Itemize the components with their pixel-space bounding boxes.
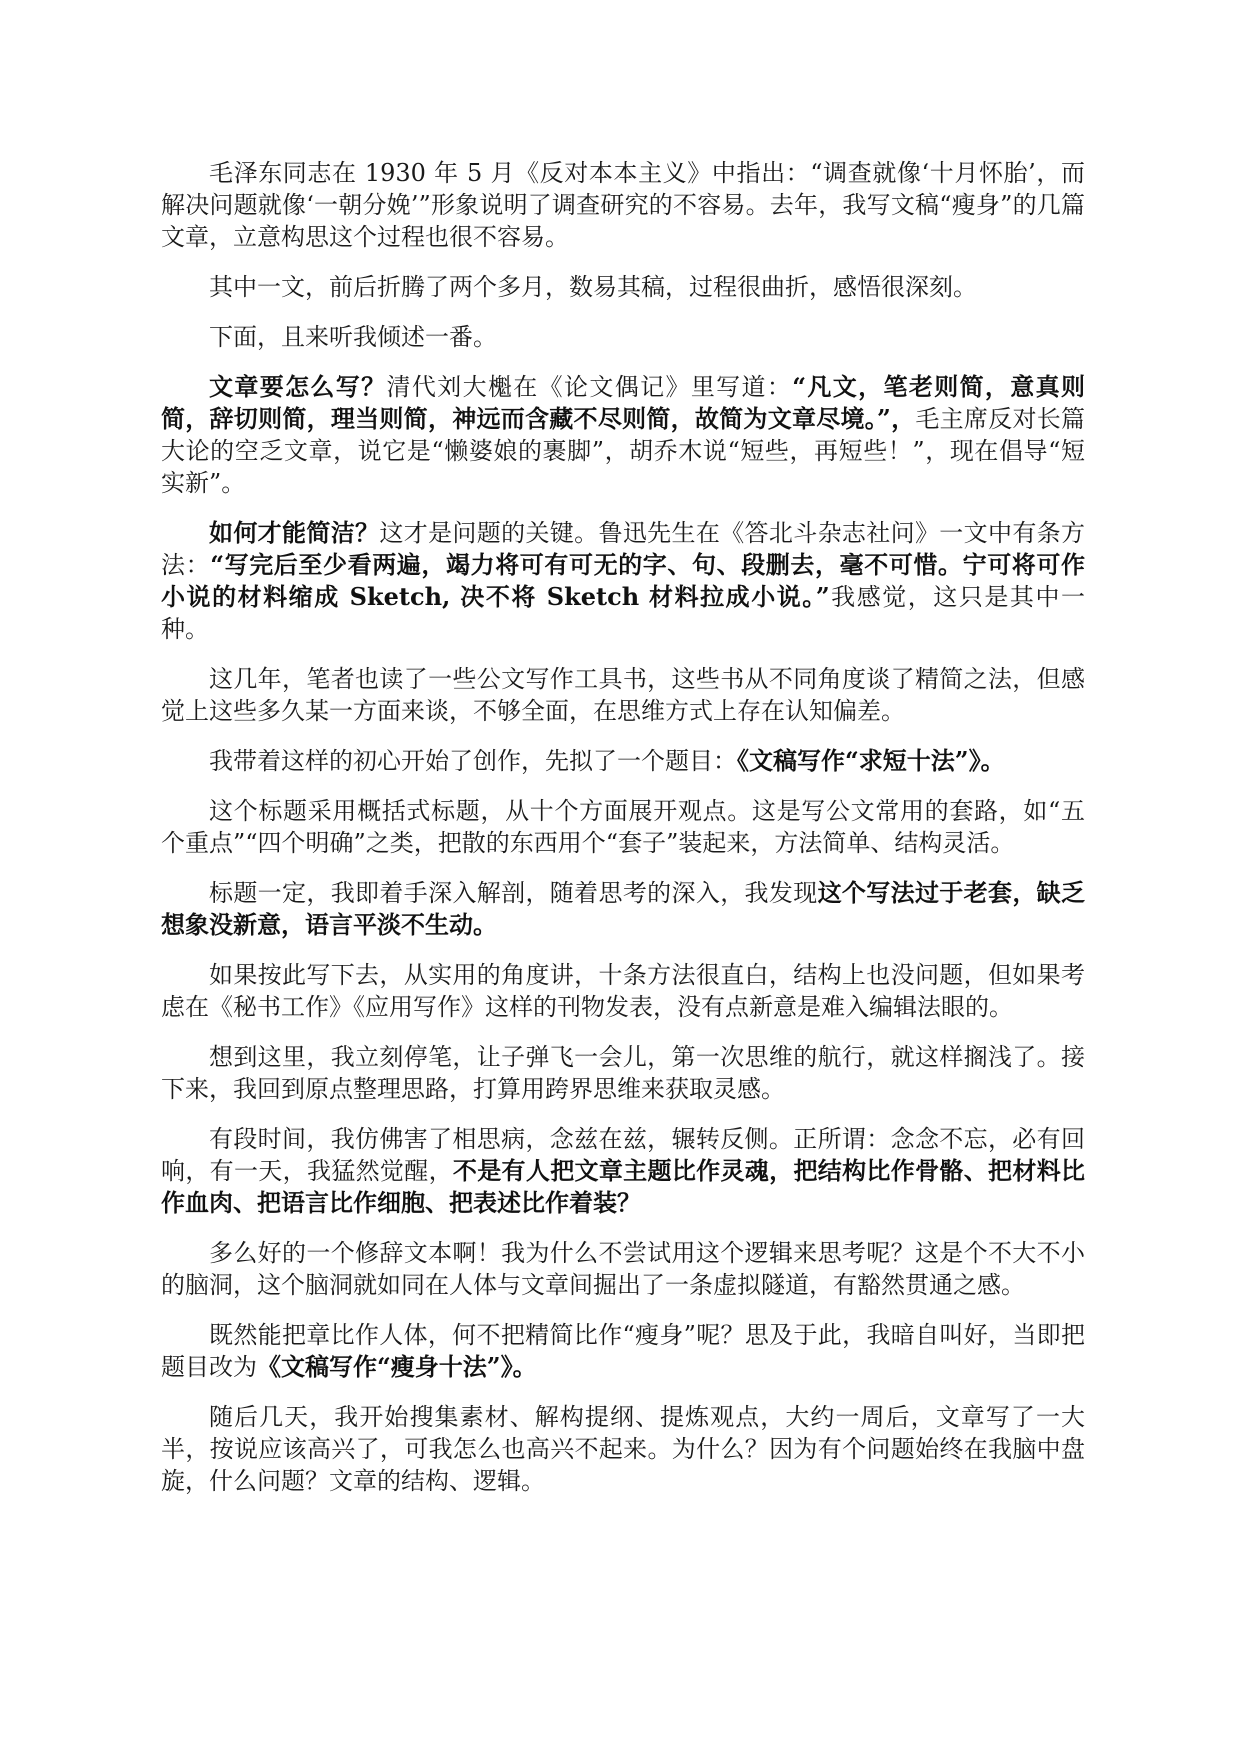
paragraph-text: 有段时间，我仿佛害了相思病，念兹在兹，辗转反侧。正所谓：念念不忘，必有回响，有一天，我猛然觉醒， <box>161 1125 1085 1185</box>
bold-question: 如何才能简洁？ <box>209 518 380 547</box>
paragraph-text: 如果按此写下去，从实用的角度讲，十条方法很直白，结构上也没问题，但如果考虑在《秘书工作》《应用写作》这样的刊物发表，没有点新意是难入编辑法眼的。 <box>161 961 1085 1021</box>
paragraph-text: 这个标题采用概括式标题，从十个方面展开观点。这是写公文常用的套路，如“五个重点”“四个明确”之类，把散的东西用个“套子”装起来，方法简单、结构灵活。 <box>161 797 1085 857</box>
paragraph <box>161 1237 1085 1301</box>
paragraph-text: 下面，且来听我倾述一番。 <box>209 323 497 351</box>
bold-title: 《文稿写作“瘦身十法”》。 <box>257 1352 537 1381</box>
paragraph <box>161 877 1085 941</box>
paragraph <box>161 1041 1085 1105</box>
paragraph-text: 毛泽东同志在 1930 年 5 月《反对本本主义》中指出：“调查就像‘十月怀胎’，而解决问题就像‘一朝分娩’”形象说明了调查研究的不容易。去年，我写文稿“瘦身”的几篇文章，立意构思这个过程也很不容易。 <box>161 159 1085 251</box>
paragraph-text: 其中一文，前后折腾了两个多月，数易其稿，过程很曲折，感悟很深刻。 <box>209 273 977 301</box>
paragraph <box>161 517 1085 645</box>
bold-emphasis: 不是有人把文章主题比作灵魂，把结构比作骨骼、把材料比作血肉、把语言比作细胞、把表述比作着装？ <box>161 1156 1086 1217</box>
paragraph-text: 毛主席反对长篇大论的空乏文章，说它是“懒婆娘的裹脚”，胡乔木说“短些，再短些！”，现在倡导“短实新”。 <box>161 405 1085 497</box>
paragraph <box>161 795 1085 859</box>
paragraph-text: 标题一定，我即着手深入解剖，随着思考的深入，我发现 <box>209 879 818 907</box>
paragraph <box>161 663 1085 727</box>
document-page <box>161 157 1085 1515</box>
paragraph-text: 清代刘大櫆在《论文偶记》里写道： <box>386 373 793 401</box>
paragraph-text: 这才是问题的关键。鲁迅先生在《答北斗杂志社问》一文中有条方法： <box>161 519 1086 579</box>
paragraph <box>161 371 1085 499</box>
paragraph <box>161 157 1085 253</box>
paragraph <box>161 959 1085 1023</box>
paragraph-text: 我带着这样的初心开始了创作，先拟了一个题目： <box>209 747 737 775</box>
paragraph-text: 这几年，笔者也读了一些公文写作工具书，这些书从不同角度谈了精简之法，但感觉上这些多久某一方面来谈，不够全面，在思维方式上存在认知偏差。 <box>161 665 1085 725</box>
paragraph-text: 随后几天，我开始搜集素材、解构提纲、提炼观点，大约一周后，文章写了一大半，按说应该高兴了，可我怎么也高兴不起来。为什么？因为有个问题始终在我脑中盘旋，什么问题？文章的结构、逻辑。 <box>161 1403 1085 1495</box>
bold-emphasis: 这个写法过于老套，缺乏想象没新意，语言平淡不生动。 <box>161 878 1086 939</box>
paragraph-text: 多么好的一个修辞文本啊！我为什么不尝试用这个逻辑来思考呢？这是个不大不小的脑洞，这个脑洞就如同在人体与文章间掘出了一条虚拟隧道，有豁然贯通之感。 <box>161 1239 1085 1299</box>
paragraph <box>161 745 1085 777</box>
bold-title: 《文稿写作“求短十法”》。 <box>737 746 1005 775</box>
paragraph <box>161 1123 1085 1219</box>
paragraph <box>161 321 1085 353</box>
paragraph <box>161 1401 1085 1497</box>
bold-question: 文章要怎么写？ <box>209 372 387 401</box>
bold-quote: “写完后至少看两遍，竭力将可有可无的字、句、段删去，毫不可惜。宁可将可作小说的材料缩成 Sketch, 决不将 Sketch 材料拉成小说。” <box>161 550 1085 611</box>
paragraph-text: 我感觉，这只是其中一种。 <box>161 583 1085 643</box>
paragraph <box>161 271 1085 303</box>
paragraph <box>161 1319 1085 1383</box>
bold-quote: “凡文，笔老则简，意真则简，辞切则简，理当则简，神远而含藏不尽则简，故简为文章尽境。”， <box>161 372 1085 433</box>
paragraph-text: 想到这里，我立刻停笔，让子弹飞一会儿，第一次思维的航行，就这样搁浅了。接下来，我回到原点整理思路，打算用跨界思维来获取灵感。 <box>161 1043 1085 1103</box>
paragraph-text: 既然能把章比作人体，何不把精简比作“瘦身”呢？思及于此，我暗自叫好，当即把题目改为 <box>161 1321 1085 1381</box>
